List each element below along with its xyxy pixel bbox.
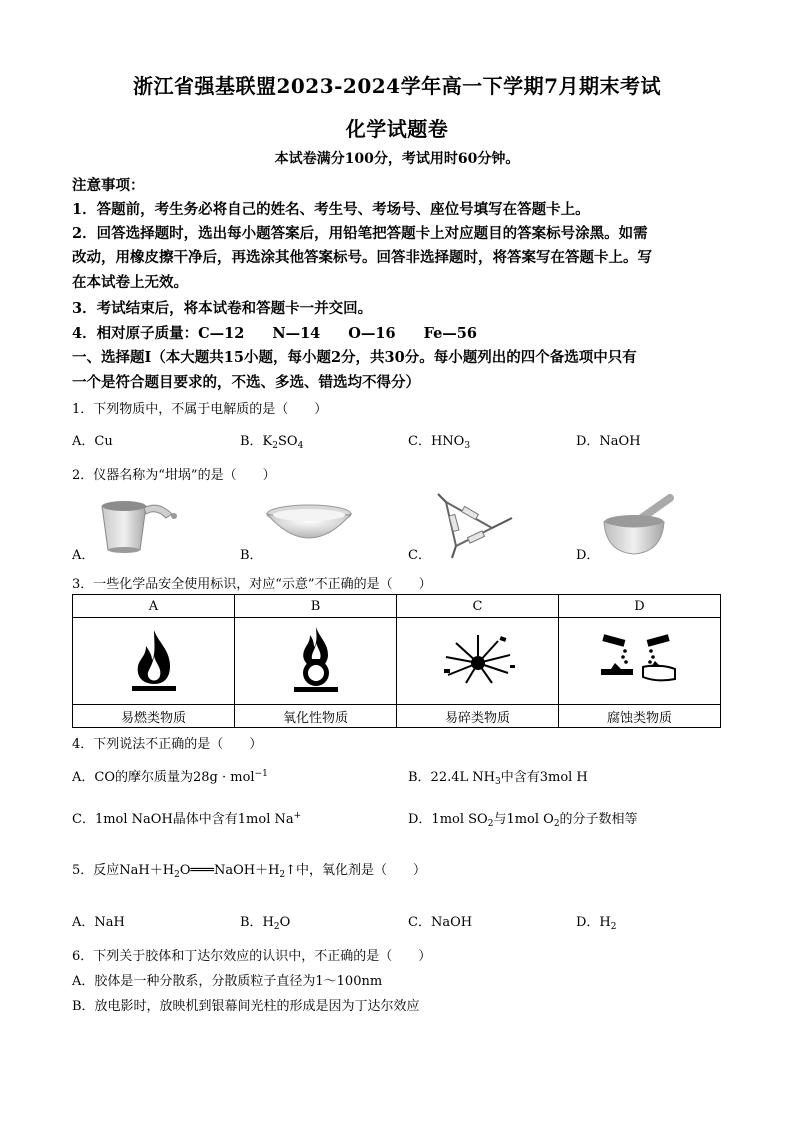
label-corrosive: 腐蚀类物质 <box>559 705 721 728</box>
explosive-icon <box>436 629 520 689</box>
crucible-image <box>94 494 180 560</box>
flammable-cell <box>73 618 235 705</box>
col-header-d: D <box>559 595 721 618</box>
q6-option-b: B．放电影时，放映机到银幕间光柱的形成是因为丁达尔效应 <box>72 999 420 1014</box>
atomic-mass-o: O—16 <box>348 325 396 342</box>
q4-option-b: B．22.4L $NH_3$中含有3mol H <box>408 770 588 787</box>
col-header-c: C <box>397 595 559 618</box>
exam-info: 本试卷满分100分，考试用时60分钟。 <box>274 151 520 167</box>
q1-option-d: D．NaOH <box>576 434 641 449</box>
q1-option-b: B．$K_2SO_4$ <box>240 434 304 451</box>
explosive-cell <box>397 618 559 705</box>
clay-triangle-image <box>432 492 516 560</box>
note-4 <box>72 322 477 343</box>
notes-heading: 注意事项： <box>72 177 145 194</box>
mortar-pestle-image <box>598 492 682 558</box>
label-oxidizer: 氧化性物质 <box>235 705 397 728</box>
q2-option-b: B． <box>240 548 263 563</box>
q5-option-c: C．NaOH <box>408 915 473 930</box>
corrosive-cell <box>559 618 721 705</box>
q5-option-a: A．NaH <box>72 915 125 930</box>
col-header-a: A <box>73 595 235 618</box>
q5-stem: 5．反应$NaH+H_2O═══NaOH+H_2↑$中，氧化剂是（ ） <box>72 863 427 880</box>
q4-option-d: D．1mol $SO_2$与1mol $O_2$的分子数相等 <box>408 812 638 829</box>
label-flammable: 易燃类物质 <box>73 705 235 728</box>
col-header-b: B <box>235 595 397 618</box>
atomic-mass-n: N—14 <box>272 325 321 342</box>
note-2-line-1: 2．回答选择题时，选出每小题答案后，用铅笔把答题卡上对应题目的答案标号涂黑。如需 <box>72 225 648 242</box>
atomic-mass-c: C—12 <box>198 325 245 342</box>
q3-stem: 3．一些化学品安全使用标识，对应“示意”不正确的是（ ） <box>72 577 432 592</box>
atomic-mass-fe: Fe—56 <box>423 325 477 342</box>
evaporating-dish-image <box>262 500 356 548</box>
q2-stem: 2．仪器名称为“坩埚”的是（ ） <box>72 468 276 483</box>
q1-stem: 1．下列物质中，不属于电解质的是（ ） <box>72 402 328 417</box>
q2-option-a: A． <box>72 548 95 563</box>
oxidizer-cell <box>235 618 397 705</box>
q2-option-d: D． <box>576 548 600 563</box>
q2-option-c: C． <box>408 548 431 563</box>
note-2-line-2: 改动，用橡皮擦干净后，再选涂其他答案标号。回答非选择题时，将答案写在答题卡上。写 <box>72 249 652 266</box>
section-1-line-2: 一个是符合题目要求的，不选、多选、错选均不得分） <box>72 374 420 391</box>
note-4-prefix: 4．相对原子质量： <box>72 325 199 342</box>
flammable-icon <box>124 626 184 692</box>
oxidizer-icon <box>286 625 346 693</box>
q4-option-a: A．CO的摩尔质量为28g · mol$^{-1}$ <box>72 769 268 785</box>
hazard-table <box>72 594 721 728</box>
q5-option-b: B．$H_2O$ <box>240 915 291 932</box>
exam-subtitle: 化学试题卷 <box>345 117 449 141</box>
note-3: 3．考试结束后，将本试卷和答题卡一并交回。 <box>72 300 373 317</box>
q4-option-c: C．1mol NaOH晶体中含有1mol Na+ <box>72 811 302 827</box>
q4-stem: 4．下列说法不正确的是（ ） <box>72 737 263 752</box>
label-fragile: 易碎类物质 <box>397 705 559 728</box>
corrosive-icon <box>595 629 685 689</box>
q6-stem: 6．下列关于胶体和丁达尔效应的认识中，不正确的是（ ） <box>72 949 432 964</box>
note-1: 1．答题前，考生务必将自己的姓名、考生号、考场号、座位号填写在答题卡上。 <box>72 201 590 218</box>
q1-option-c: C．$HNO_3$ <box>408 434 471 451</box>
exam-title: 浙江省强基联盟2023-2024学年高一下学期7月期末考试 <box>132 74 662 98</box>
q5-option-d: D．$H_2$ <box>576 915 617 932</box>
note-2-line-3: 在本试卷上无效。 <box>72 274 188 291</box>
q1-option-a: A．Cu <box>72 434 113 449</box>
section-1-line-1: 一、选择题Ⅰ（本大题共15小题，每小题2分，共30分。每小题列出的四个备选项中只有 <box>72 349 637 366</box>
q6-option-a: A．胶体是一种分散系，分散质粒子直径为1～100nm <box>72 974 383 989</box>
